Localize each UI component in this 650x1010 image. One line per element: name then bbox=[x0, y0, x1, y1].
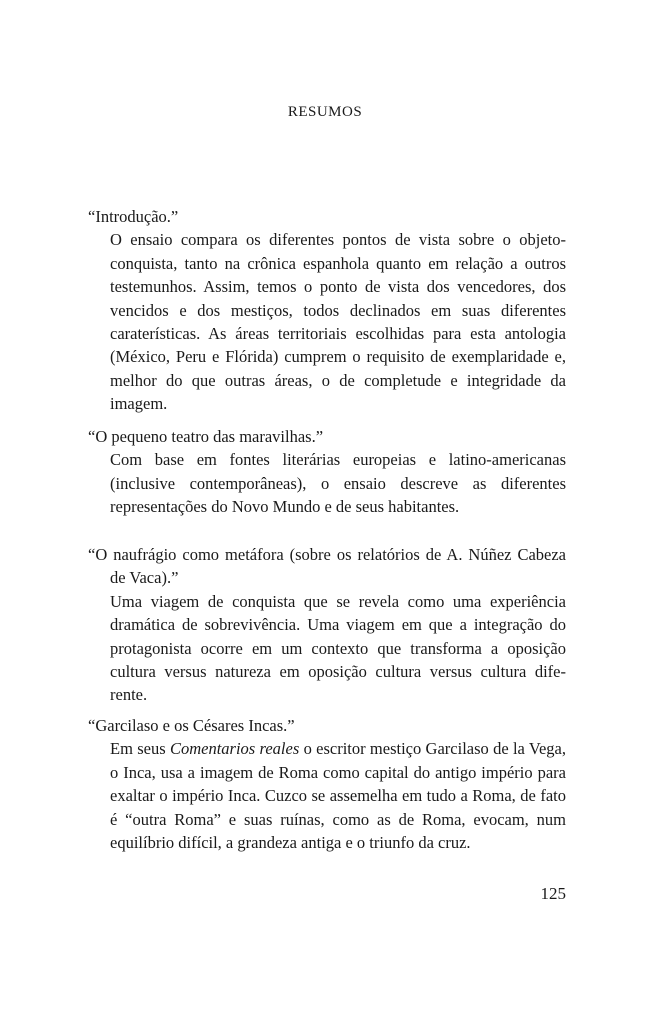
summary-entry-teatro-maravilhas bbox=[88, 425, 566, 519]
entry-body bbox=[88, 737, 566, 854]
entry-title: “Introdução.” bbox=[88, 207, 179, 226]
entry-body-text: Em seus bbox=[110, 739, 170, 759]
book-title-italic: Comentarios reales bbox=[169, 739, 300, 759]
entry-body: O ensaio compara os diferentes pontos de vista sobre o objeto-conquista, tanto na crônica espanhola quanto em relação a outros testemunhos. Assim, temos o ponto de vista dos vencedores, dos vencidos e dos mestiços, todos declinados em suas diferentes caraterísticas. As áreas territoriais escolhidas para esta antologia (México, Peru e Flórida) cumprem o requisito de exemplaridade e, melhor do que outras áreas, o de completude e integridade da imagem. bbox=[110, 230, 566, 414]
summary-entry-garcilaso bbox=[88, 714, 566, 854]
page-number: 125 bbox=[540, 884, 566, 903]
entry-title: “O naufrágio como metáfora (sobre os relatórios de A. Núñez Cabeza de Vaca).” bbox=[88, 545, 566, 588]
summary-entry-introducao bbox=[88, 205, 566, 416]
page-title: RESUMOS bbox=[287, 104, 363, 120]
summary-entry-naufragio bbox=[88, 543, 566, 707]
entry-body: Com base em fontes literárias europeias e latino-americanas (inclusive contemporâneas), o ensaio descreve as diferentes representações do Novo Mundo e de seus habitantes. bbox=[110, 450, 566, 517]
entry-title: “Garcilaso e os Césares Incas.” bbox=[88, 716, 295, 735]
entry-body-text: o escritor mestiço Garcilaso de la Vega, o Inca, usa a imagem de Roma como capital do antigo império para exaltar o império Inca. Cuzco se assemelha em tudo a Roma, de fato é “outra Roma” e suas ruínas, como as de Roma, evocam, num equilíbrio difícil, a grandeza antiga e o triunfo da cruz. bbox=[110, 739, 566, 853]
entry-body: Uma viagem de conquista que se revela como uma experiência dramática de sobrevivência. Uma viagem em que a integração do protagonista ocorre em um contexto que transforma a oposição cultura versus natureza em oposição cultura versus cultura dife-rente. bbox=[110, 591, 566, 705]
entry-title: “O pequeno teatro das maravilhas.” bbox=[88, 427, 324, 446]
